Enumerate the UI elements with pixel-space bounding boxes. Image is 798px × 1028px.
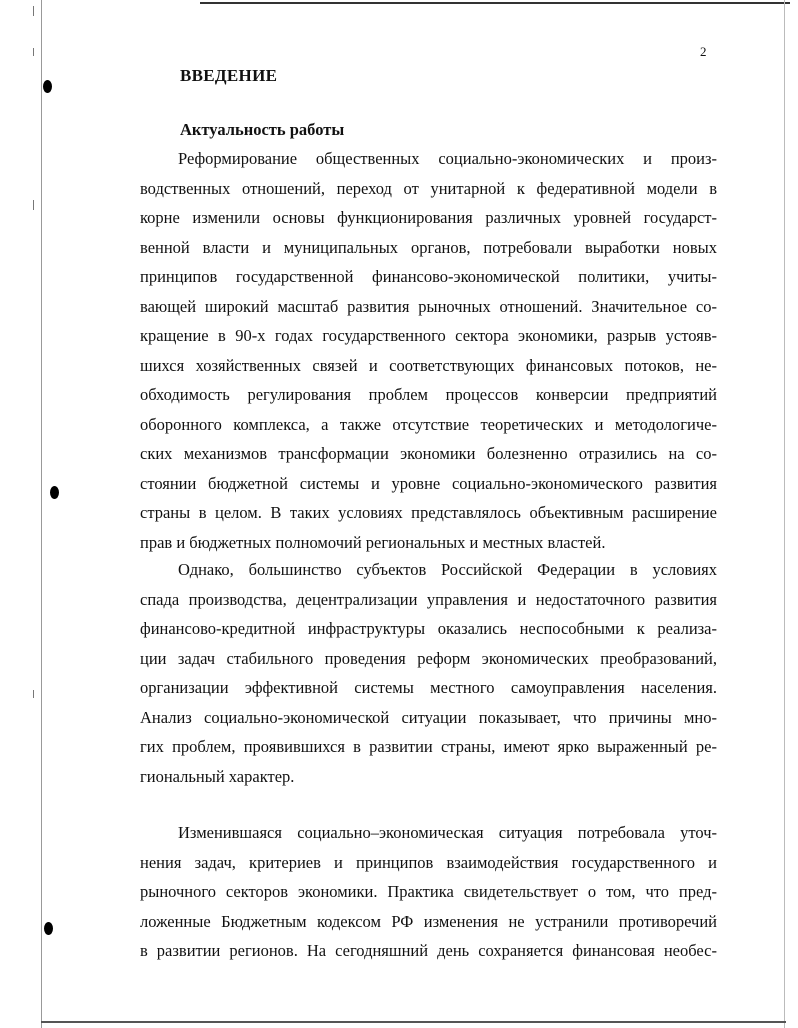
text-line: ских механизмов трансформации экономики болезненно отразились на со- bbox=[140, 444, 717, 463]
scan-tick bbox=[33, 6, 34, 16]
scan-edge-right bbox=[784, 0, 785, 1028]
text-line: стоянии бюджетной системы и уровне социально-экономического развития bbox=[140, 473, 717, 493]
scan-edge-bottom bbox=[41, 1021, 786, 1023]
scan-edge-top bbox=[200, 2, 790, 4]
text-line: Анализ социально-экономической ситуации показывает, что причины мно- bbox=[140, 707, 717, 727]
text-line: обходимость регулирования проблем процессов конверсии предприятий bbox=[140, 385, 717, 404]
punch-hole-mark bbox=[43, 80, 52, 93]
text-line: гих проблем, проявившихся в развитии страны, имеют ярко выраженный ре- bbox=[140, 737, 717, 756]
punch-hole-mark bbox=[50, 486, 59, 499]
text-line: рыночного секторов экономики. Практика свидетельствует о том, что пред- bbox=[140, 882, 717, 901]
scan-tick bbox=[33, 200, 34, 210]
paragraph-2 bbox=[140, 555, 717, 791]
text-line: принципов государственной финансово-экономической политики, учиты- bbox=[140, 267, 717, 286]
text-line: венной власти и муниципальных органов, потребовали выработки новых bbox=[140, 237, 717, 257]
text-line: организации эффективной системы местного самоуправления населения. bbox=[140, 678, 717, 697]
text-line: водственных отношений, переход от унитарной к федеративной модели в bbox=[140, 178, 717, 198]
punch-hole-mark bbox=[44, 922, 53, 935]
text-line: Реформирование общественных социально-экономических и произ- bbox=[178, 149, 717, 168]
paragraph-1 bbox=[140, 144, 717, 557]
text-line: вающей широкий масштаб развития рыночных отношений. Значительное со- bbox=[140, 296, 717, 316]
text-line: в развитии регионов. На сегодняшний день сохраняется финансовая необес- bbox=[140, 941, 717, 960]
text-line: корне изменили основы функционирования различных уровней государст- bbox=[140, 208, 717, 227]
text-line: нения задач, критериев и принципов взаимодействия государственного и bbox=[140, 852, 717, 872]
text-line: ложенные Бюджетным кодексом РФ изменения не устранили противоречий bbox=[140, 911, 717, 931]
section-subheading: Актуальность работы bbox=[180, 120, 345, 139]
text-line: гиональный характер. bbox=[140, 766, 295, 786]
text-line: страны в целом. В таких условиях представлялось объективным расширение bbox=[140, 503, 717, 522]
scan-tick bbox=[33, 690, 34, 698]
text-line: прав и бюджетных полномочий региональных и местных властей. bbox=[140, 532, 606, 552]
text-line: Изменившаяся социально–экономическая ситуация потребовала уточ- bbox=[178, 823, 717, 842]
page-number: 2 bbox=[700, 44, 707, 59]
text-line: спада производства, децентрализации управления и недостаточного развития bbox=[140, 589, 717, 609]
text-line: финансово-кредитной инфраструктуры оказались неспособными к реализа- bbox=[140, 619, 717, 638]
scan-tick bbox=[33, 48, 34, 56]
text-line: кращение в 90-х годах государственного сектора экономики, разрыв устояв- bbox=[140, 326, 717, 345]
scan-edge-left bbox=[41, 0, 42, 1028]
text-line: Однако, большинство субъектов Российской Федерации в условиях bbox=[178, 560, 717, 579]
paragraph-3 bbox=[140, 818, 717, 966]
text-line: шихся хозяйственных связей и соответствующих финансовых потоков, не- bbox=[140, 355, 717, 375]
text-line: оборонного комплекса, а также отсутствие теоретических и методологиче- bbox=[140, 414, 717, 434]
page-heading: ВВЕДЕНИЕ bbox=[180, 66, 278, 85]
text-line: ции задач стабильного проведения реформ экономических преобразований, bbox=[140, 648, 717, 668]
